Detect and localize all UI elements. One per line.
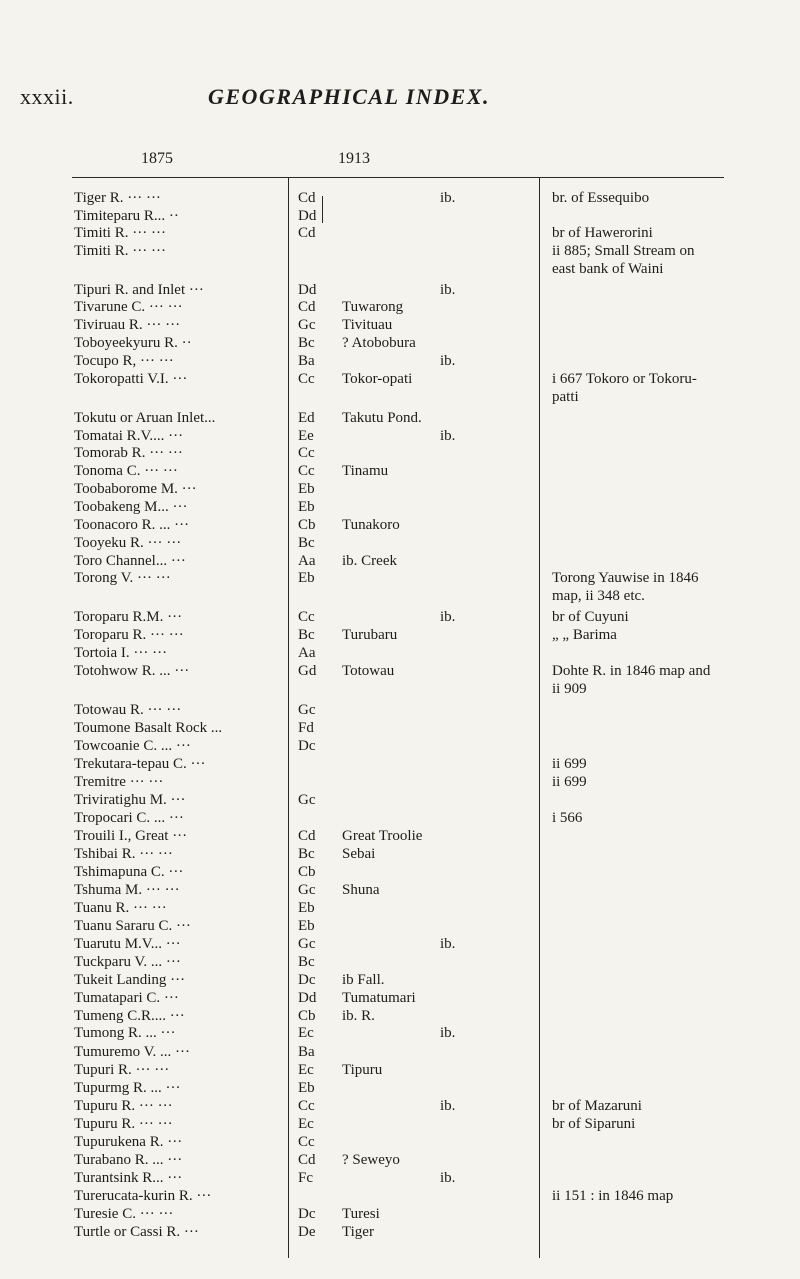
grid-ref: Eb — [298, 900, 315, 916]
place-name: Tropocari C. ... ··· — [74, 810, 184, 826]
grid-ref: Ec — [298, 1116, 314, 1132]
index-row — [0, 259, 800, 279]
remarks: i 667 Tokoro or Tokoru- — [552, 371, 697, 387]
index-row — [0, 333, 800, 353]
index-row — [0, 1150, 800, 1170]
index-row — [0, 1168, 800, 1188]
index-row — [0, 568, 800, 588]
grid-ref: Dc — [298, 1206, 316, 1222]
grid-ref: Cd — [298, 828, 316, 844]
remarks: patti — [552, 389, 579, 405]
index-row — [0, 718, 800, 738]
index-row — [0, 586, 800, 606]
modern-name: ib. — [440, 1098, 456, 1114]
grid-ref: Bc — [298, 627, 315, 643]
grid-ref: Gc — [298, 792, 316, 808]
place-name: Towcoanie C. ... ··· — [74, 738, 191, 754]
index-row — [0, 844, 800, 864]
remarks: „ „ Barima — [552, 627, 617, 643]
place-name: Tooyeku R. ··· ··· — [74, 535, 182, 551]
grid-ref: Gc — [298, 317, 316, 333]
place-name: Tonoma C. ··· ··· — [74, 463, 178, 479]
grid-ref: Cc — [298, 445, 315, 461]
modern-name: Sebai — [342, 846, 376, 862]
modern-name: ib Fall. — [342, 972, 385, 988]
place-name: Turabano R. ... ··· — [74, 1152, 183, 1168]
place-name: Toobaborome M. ··· — [74, 481, 197, 497]
grid-ref: Cc — [298, 463, 315, 479]
place-name: Triviratighu M. ··· — [74, 792, 186, 808]
grid-ref: Gc — [298, 936, 316, 952]
place-name: Tiger R. ··· ··· — [74, 190, 161, 206]
index-row — [0, 1132, 800, 1152]
index-row — [0, 297, 800, 317]
place-name: Tukeit Landing ··· — [74, 972, 186, 988]
index-row — [0, 679, 800, 699]
index-row — [0, 443, 800, 463]
index-row — [0, 1114, 800, 1134]
index-row — [0, 736, 800, 756]
grid-ref: Ba — [298, 353, 315, 369]
place-name: Tremitre ··· ··· — [74, 774, 164, 790]
place-name: Trekutara-tepau C. ··· — [74, 756, 206, 772]
modern-name: Shuna — [342, 882, 380, 898]
modern-name: ib. — [440, 282, 456, 298]
remarks: east bank of Waini — [552, 261, 664, 277]
grid-ref: Ee — [298, 428, 314, 444]
modern-name: Tokor-opati — [342, 371, 413, 387]
modern-name: ib. — [440, 1025, 456, 1041]
grid-ref: Bc — [298, 535, 315, 551]
place-name: Totowau R. ··· ··· — [74, 702, 182, 718]
modern-name: Turesi — [342, 1206, 380, 1222]
modern-name: ib. Creek — [342, 553, 397, 569]
modern-name: ib. R. — [342, 1008, 375, 1024]
place-name: Tuanu Sararu C. ··· — [74, 918, 191, 934]
index-row — [0, 408, 800, 428]
grid-ref: Cb — [298, 517, 316, 533]
index-row — [0, 1078, 800, 1098]
index-row — [0, 916, 800, 936]
place-name: Tokoropatti V.I. ··· — [74, 371, 188, 387]
index-row — [0, 1222, 800, 1242]
place-name: Timiti R. ··· ··· — [74, 243, 166, 259]
index-row — [0, 808, 800, 828]
place-name: Tumong R. ... ··· — [74, 1025, 176, 1041]
grid-ref: Cc — [298, 1134, 315, 1150]
grid-ref: Dd — [298, 282, 317, 298]
place-name: Tshimapuna C. ··· — [74, 864, 184, 880]
place-name: Tokutu or Aruan Inlet... — [74, 410, 216, 426]
modern-name: Takutu Pond. — [342, 410, 422, 426]
place-name: Tortoia I. ··· ··· — [74, 645, 168, 661]
place-name: Tuarutu M.V... ··· — [74, 936, 181, 952]
grid-ref: Cd — [298, 225, 316, 241]
index-row — [0, 970, 800, 990]
year-1875-heading: 1875 — [141, 150, 173, 167]
index-row — [0, 772, 800, 792]
place-name: Tivarune C. ··· ··· — [74, 299, 183, 315]
grid-ref: Bc — [298, 846, 315, 862]
index-row — [0, 461, 800, 481]
place-name: Tshibai R. ··· ··· — [74, 846, 173, 862]
grid-ref: Ec — [298, 1025, 314, 1041]
index-row — [0, 223, 800, 243]
modern-name: Turubaru — [342, 627, 398, 643]
modern-name: ib. — [440, 190, 456, 206]
place-name: Tupurmg R. ... ··· — [74, 1080, 181, 1096]
index-row — [0, 880, 800, 900]
place-name: Trouili I., Great ··· — [74, 828, 188, 844]
index-row — [0, 479, 800, 499]
grid-ref: Cb — [298, 864, 316, 880]
grid-ref: Eb — [298, 918, 315, 934]
index-row — [0, 643, 800, 663]
place-name: Tocupo R, ··· ··· — [74, 353, 174, 369]
modern-name: ? Atobobura — [342, 335, 416, 351]
grid-ref: Bc — [298, 335, 315, 351]
grid-ref: Dc — [298, 738, 316, 754]
index-row — [0, 934, 800, 954]
grid-ref: Cb — [298, 1008, 316, 1024]
index-row — [0, 1042, 800, 1062]
grid-ref: Gc — [298, 882, 316, 898]
remarks: ii 151 : in 1846 map — [552, 1188, 674, 1204]
grid-ref: Cd — [298, 1152, 316, 1168]
modern-name: Tipuru — [342, 1062, 383, 1078]
remarks: br of Siparuni — [552, 1116, 636, 1132]
place-name: Timiti R. ··· ··· — [74, 225, 166, 241]
place-name: Toro Channel... ··· — [74, 553, 186, 569]
index-row — [0, 515, 800, 535]
place-name: Toonacoro R. ... ··· — [74, 517, 190, 533]
remarks: br. of Essequibo — [552, 190, 650, 206]
modern-name: ib. — [440, 936, 456, 952]
remarks: br of Hawerorini — [552, 225, 653, 241]
grid-ref: Aa — [298, 645, 316, 661]
grid-ref: Gc — [298, 702, 316, 718]
index-row — [0, 952, 800, 972]
index-row — [0, 862, 800, 882]
running-title: GEOGRAPHICAL INDEX. — [208, 84, 490, 109]
remarks: map, ii 348 etc. — [552, 588, 645, 604]
remarks: ii 699 — [552, 774, 587, 790]
index-row — [0, 607, 800, 627]
place-name: Toroparu R. ··· ··· — [74, 627, 184, 643]
place-name: Totohwow R. ... ··· — [74, 663, 190, 679]
modern-name: ib. — [440, 609, 456, 625]
index-row — [0, 351, 800, 371]
grid-ref: Aa — [298, 553, 316, 569]
place-name: Toboyeekyuru R. ·· — [74, 335, 192, 351]
index-row — [0, 826, 800, 846]
place-name: Toroparu R.M. ··· — [74, 609, 183, 625]
grid-ref: Ed — [298, 410, 315, 426]
grid-ref: Cc — [298, 609, 315, 625]
index-row — [0, 661, 800, 681]
place-name: Tupuru R. ··· ··· — [74, 1116, 173, 1132]
index-row — [0, 790, 800, 810]
place-name: Turantsink R... ··· — [74, 1170, 183, 1186]
modern-name: ? Seweyo — [342, 1152, 400, 1168]
place-name: Turtle or Cassi R. ··· — [74, 1224, 199, 1240]
index-row — [0, 188, 800, 208]
index-row — [0, 315, 800, 335]
index-row — [0, 1023, 800, 1043]
place-name: Tupuru R. ··· ··· — [74, 1098, 173, 1114]
modern-name: Tiger — [342, 1224, 374, 1240]
grid-ref: Ec — [298, 1062, 314, 1078]
index-row — [0, 1060, 800, 1080]
modern-name: ib. — [440, 1170, 456, 1186]
place-name: Tuanu R. ··· ··· — [74, 900, 167, 916]
remarks: ii 885; Small Stream on — [552, 243, 695, 259]
place-name: Tumeng C.R.... ··· — [74, 1008, 185, 1024]
place-name: Torong V. ··· ··· — [74, 570, 171, 586]
grid-ref: Bc — [298, 954, 315, 970]
place-name: Tshuma M. ··· ··· — [74, 882, 180, 898]
grid-ref: Eb — [298, 570, 315, 586]
index-row — [0, 533, 800, 553]
index-row — [0, 988, 800, 1008]
grid-ref: Cd — [298, 299, 316, 315]
place-name: Timiteparu R... ·· — [74, 208, 179, 224]
remarks: br of Mazaruni — [552, 1098, 642, 1114]
index-row — [0, 754, 800, 774]
modern-name: Tumatumari — [342, 990, 416, 1006]
header-rule — [72, 177, 724, 178]
remarks: Torong Yauwise in 1846 — [552, 570, 699, 586]
index-row — [0, 898, 800, 918]
remarks: ii 909 — [552, 681, 587, 697]
grid-ref: De — [298, 1224, 316, 1240]
grid-ref: Dd — [298, 208, 317, 224]
remarks: br of Cuyuni — [552, 609, 629, 625]
grid-ref: Dc — [298, 972, 316, 988]
year-1913-heading: 1913 — [338, 150, 370, 167]
index-row — [0, 387, 800, 407]
index-row — [0, 1186, 800, 1206]
place-name: Tomorab R. ··· ··· — [74, 445, 183, 461]
modern-name: Totowau — [342, 663, 395, 679]
modern-name: Tunakoro — [342, 517, 400, 533]
place-name: Tuckparu V. ... ··· — [74, 954, 181, 970]
grid-ref: Ba — [298, 1044, 315, 1060]
modern-name: ib. — [440, 428, 456, 444]
grid-ref: Cc — [298, 371, 315, 387]
grid-ref: Dd — [298, 990, 317, 1006]
modern-name: Tinamu — [342, 463, 389, 479]
grid-ref: Gd — [298, 663, 317, 679]
grid-ref: Eb — [298, 481, 315, 497]
place-name: Tupurukena R. ··· — [74, 1134, 183, 1150]
modern-name: ib. — [440, 353, 456, 369]
place-name: Turerucata-kurin R. ··· — [74, 1188, 212, 1204]
index-row — [0, 369, 800, 389]
index-row — [0, 241, 800, 261]
place-name: Toumone Basalt Rock ... — [74, 720, 223, 736]
modern-name: Tuwarong — [342, 299, 404, 315]
remarks: Dohte R. in 1846 map and — [552, 663, 711, 679]
modern-name: Great Troolie — [342, 828, 423, 844]
index-row — [0, 1204, 800, 1224]
grid-ref: Fc — [298, 1170, 313, 1186]
index-row — [0, 1096, 800, 1116]
grid-ref: Fd — [298, 720, 314, 736]
place-name: Tiviruau R. ··· ··· — [74, 317, 181, 333]
place-name: Tomatai R.V.... ··· — [74, 428, 184, 444]
place-name: Toobakeng M... ··· — [74, 499, 188, 515]
grid-ref: Eb — [298, 1080, 315, 1096]
grid-ref: Cc — [298, 1098, 315, 1114]
place-name: Tupuri R. ··· ··· — [74, 1062, 170, 1078]
index-row — [0, 700, 800, 720]
place-name: Turesie C. ··· ··· — [74, 1206, 174, 1222]
index-row — [0, 497, 800, 517]
place-name: Tumatapari C. ··· — [74, 990, 179, 1006]
grid-ref: Cd — [298, 190, 316, 206]
grid-ref: Eb — [298, 499, 315, 515]
index-row — [0, 625, 800, 645]
page-number: xxxii. — [20, 84, 74, 109]
remarks: ii 699 — [552, 756, 587, 772]
place-name: Tumuremo V. ... ··· — [74, 1044, 190, 1060]
place-name: Tipuri R. and Inlet ··· — [74, 282, 204, 298]
remarks: i 566 — [552, 810, 583, 826]
modern-name: Tivituau — [342, 317, 393, 333]
